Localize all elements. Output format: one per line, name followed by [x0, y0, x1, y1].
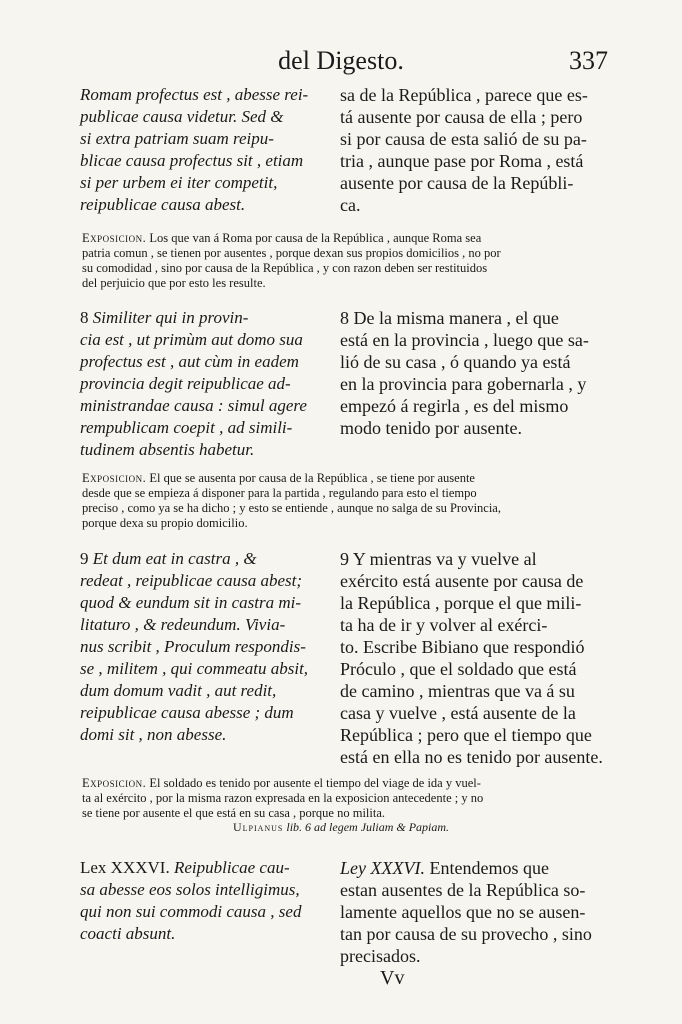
spanish-paragraph: De la misma manera , el que está en la provincia , luego que sa- lió de su casa , ó quando ya está en la provincia para gobernarla , y empezó á regirla , es del mismo modo tenido por ausente.	[340, 308, 589, 438]
paragraph-number: 9	[340, 549, 349, 569]
latin-paragraph: Similiter qui in provin- cia est , ut primùm aut domo sua profectus est , aut cùm in eadem provincia degit reipublicae ad- ministrandae causa : simul agere rempublicam coepit , ad simili- tudinem absentis habetur.	[80, 308, 307, 459]
signature-mark: Vv	[380, 967, 405, 989]
exposicion-text: El que se ausenta por causa de la República , se tiene por ausente desde que se empieza á disponer para la partida , regulando para esto el tiempo preciso , como ya se ha dicho ; y esto se entiende , aunque no salga de su Provincia, porque dexa su propio domicilio.	[82, 471, 501, 530]
spanish-text-1: sa de la República , parece que es- tá ausente por causa de ella ; pero si por causa de esta salió de su pa- tria , aunque pase por Roma , está ausente por causa de la Repúbli- ca.	[340, 85, 588, 215]
ley-number: Ley XXXVI.	[340, 858, 425, 878]
running-title: del Digesto.	[278, 46, 404, 75]
exposicion-label: Exposicion.	[82, 231, 147, 245]
exposicion-1	[82, 231, 610, 291]
latin-paragraph: Et dum eat in castra , & redeat , reipublicae causa abest; quod & eundum sit in castra mi- litaturo , & redeundum. Vivia- nus scribit , Proculum respondis- se , militem , qui commeatu absit, dum domum vadit , aut redit, reipublicae causa abesse ; dum domi sit , non abesse.	[80, 549, 309, 744]
exposicion-label: Exposicion.	[82, 471, 147, 485]
spanish-text-3	[340, 548, 612, 768]
latin-text-3	[80, 548, 330, 746]
citation-author: Ulpianus	[232, 820, 284, 834]
paragraph-number: 8	[80, 308, 89, 327]
latin-paragraph: Reipublicae cau- sa abesse eos solos intelligimus, qui non sui commodi causa , sed coacti absunt.	[80, 858, 302, 943]
exposicion-3	[82, 776, 610, 821]
latin-text-2	[80, 307, 330, 461]
spanish-text-4	[340, 857, 612, 967]
exposicion-2	[82, 471, 610, 531]
page-header	[0, 46, 682, 82]
paragraph-number: 8	[340, 308, 349, 328]
spanish-paragraph: Y mientras va y vuelve al exército está ausente por causa de la República , porque el que mili- ta ha de ir y volver al exérci- to. Escribe Bibiano que respondió Próculo , que el soldado que está de camino , mientras que va á su casa y vuelve , está ausente de la República ; pero que el tiempo que está en ella no es tenido por ausente.	[340, 549, 603, 767]
exposicion-text: Los que van á Roma por causa de la República , aunque Roma sea patria comun , se tienen por ausentes , porque dexan sus propios domicilios , no por su comodidad , sino por causa de la República , y con razon deben ser restituidos del perjuicio que por esto les resulte.	[82, 231, 501, 290]
citation	[0, 820, 682, 835]
page-number: 337	[569, 46, 608, 75]
exposicion-text: El soldado es tenido por ausente el tiempo del viage de ida y vuel- ta al exército , por la misma razon expresada en la exposicion antecedente ; y no se tiene por ausente el que está en su casa , porque no milita.	[82, 776, 484, 820]
exposicion-label: Exposicion.	[82, 776, 147, 790]
lex-number: Lex XXXVI.	[80, 858, 170, 877]
spanish-paragraph: Entendemos que estan ausentes de la República so- lamente aquellos que no se ausen- tan por causa de su provecho , sino precisados.	[340, 858, 592, 966]
latin-text-4	[80, 857, 330, 945]
citation-reference: lib. 6 ad legem Juliam & Papiam.	[283, 820, 450, 834]
spanish-text-2	[340, 307, 612, 439]
paragraph-number: 9	[80, 549, 89, 568]
latin-text-1: Romam profectus est , abesse rei- publicae causa videtur. Sed & si extra patriam suam reipu- blicae causa profectus sit , etiam si per urbem ei iter competit, reipublicae causa abest.	[80, 85, 309, 214]
